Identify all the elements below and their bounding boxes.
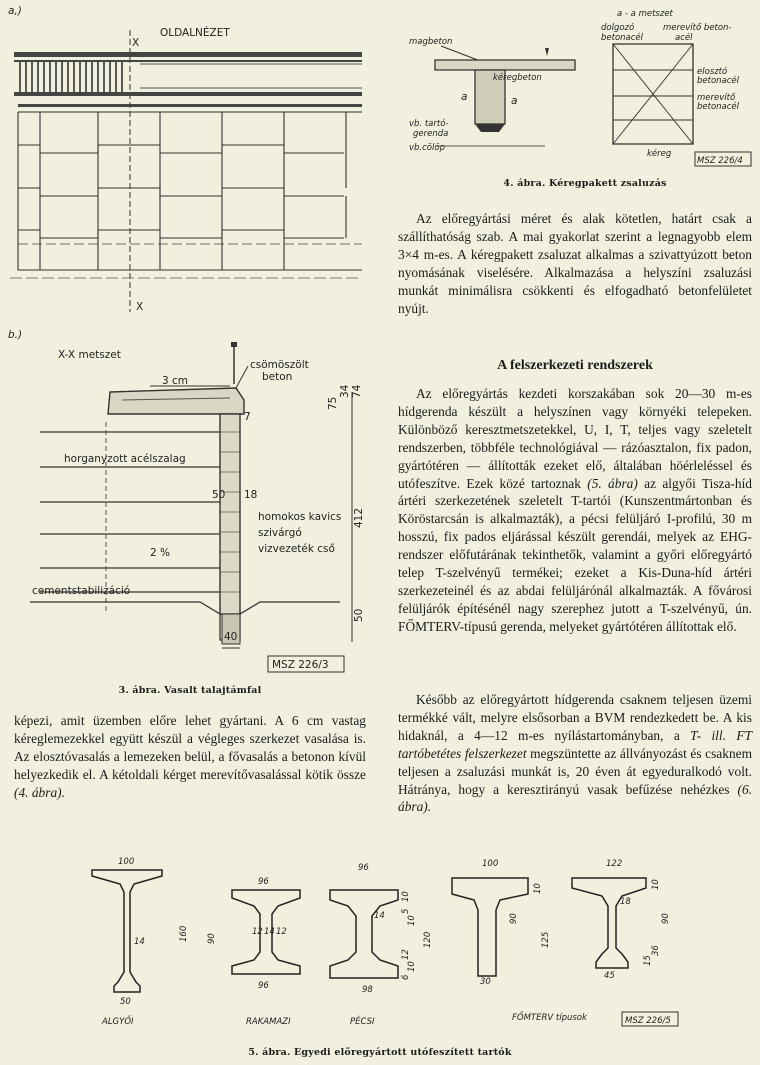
para3-emphasis: T- ill. FT tartóbetétes felszerkezet xyxy=(398,727,752,761)
fomterv1-d1: 10 xyxy=(533,883,543,894)
label-cementstab: cementstabilizáció xyxy=(32,585,131,597)
rakamazi-w1: 12 xyxy=(252,927,263,937)
para3-ref: (6. ábra). xyxy=(398,781,752,815)
label-vizvezetek: vizvezeték cső xyxy=(258,543,335,555)
label-horganyzott: horganyzott acélszalag xyxy=(64,453,186,465)
rakamazi-top: 96 xyxy=(258,877,269,887)
paragraph-3 xyxy=(398,691,752,816)
pecsi-d2: 5 xyxy=(401,908,411,914)
dim-34: 34 xyxy=(339,384,351,398)
fomterv1-height2: 125 xyxy=(541,931,551,948)
rakamazi-bottom: 96 xyxy=(258,981,269,991)
fomterv2-web: 18 xyxy=(620,897,631,907)
dim-75: 75 xyxy=(327,396,339,410)
label-eloszto: elosztó xyxy=(697,67,728,77)
section-mark-bottom: X xyxy=(136,301,144,313)
dim-3cm: 3 cm xyxy=(162,375,189,387)
fomterv1-top: 100 xyxy=(482,859,499,869)
section-mark-top: X xyxy=(132,37,140,49)
fomterv2-d: 10 xyxy=(651,879,661,890)
msz-226-4: MSZ 226/4 xyxy=(697,156,743,166)
label-a-left: a xyxy=(461,91,468,103)
dim-50: 50 xyxy=(212,489,226,501)
dim-50b: 50 xyxy=(353,608,365,622)
pecsi-d5: 10 xyxy=(407,961,417,972)
pecsi-height: 120 xyxy=(423,931,433,948)
panel-label-a: a,) xyxy=(8,5,22,17)
section-heading: A felszerkezeti rendszerek xyxy=(497,358,653,373)
label-vbcolop: vb.cölöp xyxy=(409,143,445,153)
figure-3a xyxy=(0,0,375,320)
pecsi-d4: 12 xyxy=(401,949,411,960)
label-merevito: merevítő beton- xyxy=(663,23,732,33)
label-fomterv: FŐMTERV típusok xyxy=(512,1013,587,1023)
left-para-text: képezi, amit üzemben előre lehet gyártani. A 6 cm vastag kéreglemezekkel együtt készül a végleges szerkezet vasalása is. Az elosztóvasalás a lemezeken belül, a fővasalás a betonon kívül helyezkedik el. A kétoldali kérget merevítővasalással kötik össze xyxy=(14,713,366,782)
fomterv2-top: 122 xyxy=(606,859,623,869)
label-magbeton: magbeton xyxy=(409,37,453,47)
slope-label: 2 % xyxy=(150,547,170,559)
fomterv1-height: 90 xyxy=(509,913,519,924)
dim-7: 7 xyxy=(244,411,251,423)
fomterv2-bottom: 45 xyxy=(604,971,615,981)
label-keregbeton: kéregbeton xyxy=(493,73,542,83)
aa-section-title: a - a metszet xyxy=(617,9,673,19)
label-merevito2: merevítő xyxy=(697,93,736,103)
rakamazi-w2: 14 xyxy=(264,927,275,937)
xx-section-title: X-X metszet xyxy=(58,349,121,361)
rakamazi-height: 90 xyxy=(207,933,217,944)
figure-3a-drawing xyxy=(0,0,375,320)
algyoi-top: 100 xyxy=(118,857,135,867)
label-homokos: homokos kavics xyxy=(258,511,342,523)
figure-4-caption: 4. ábra. Kéregpakett zsaluzás xyxy=(503,178,667,189)
label-szivargo: szivárgó xyxy=(258,527,302,539)
figure-3b xyxy=(0,322,375,682)
para3-text-a: Később az előregyártott hídgerenda csaknem teljesen üzemi termékké vált, melyre elsősorban a BVM rendezkedett be. A kis hidaknál, a 4—12 m-es nyílástartományban, a xyxy=(398,692,752,743)
dim-74: 74 xyxy=(351,384,363,398)
figure-4-drawing xyxy=(395,0,760,175)
figure-4 xyxy=(395,0,760,175)
figure-3-caption: 3. ábra. Vasalt talajtámfal xyxy=(118,685,262,696)
figure-5-drawing xyxy=(0,848,760,1043)
algyoi-height: 160 xyxy=(179,925,189,942)
para3-text-b: megszüntette az állványozást és csaknem teljesen a zsaluzási munkát is, 20 éven át egyeduralkodó volt. Hátránya, hogy a keresztirányú vasak befűzése nehézkes xyxy=(398,745,752,797)
pecsi-d6: 6 xyxy=(401,974,411,980)
label-vbtarto: vb. tartó- xyxy=(409,119,449,129)
figure-3b-drawing xyxy=(0,322,375,682)
dim-412: 412 xyxy=(353,507,365,528)
algyoi-web: 14 xyxy=(134,937,145,947)
msz-226-5: MSZ 226/5 xyxy=(625,1016,671,1026)
figure-5-caption: 5. ábra. Egyedi előregyártott utófeszített tartók xyxy=(248,1047,512,1058)
paragraph-1: Az előregyártási méret és alak kötetlen, határt csak a szállíthatóság szab. A mai gyakorlat szerint a legnagyobb elem 3×4 m-es. A kéregpakett zsaluzat alkalmas a szivattyúzott beton nyomásának viselésére. Alkalmazása a helyszíni zsaluzási munkát minimálisra csökkenti és elfogadható betonfelületet nyújt. xyxy=(398,211,752,316)
label-betonacel3: betonacél xyxy=(697,102,740,112)
dim-40: 40 xyxy=(224,631,238,643)
label-aceli: acél xyxy=(675,33,693,43)
rakamazi-w3: 12 xyxy=(276,927,287,937)
label-rakamazi: RAKAMAZI xyxy=(246,1017,291,1027)
para2-ref: (5. ábra) xyxy=(587,475,638,491)
fomterv1-bottom: 30 xyxy=(480,977,491,987)
label-dolgozo: dolgozó xyxy=(601,23,635,33)
para2-text-b: az algyői Tisza-híd ártéri szerkezetének szeletelt T-tartói (Kunszentmártonban és Köröstarcsán is alkalmazták), a pécsi felüljáró I-profilú, 30 m hosszú, fix pados eljárással készült gerendái, melyek az EHG-rendszer előfutárának tekinthetők, valamint a győri előregyártó telep T-szelvényű termékei; ezeket a Kis-Duna-híd ártéri szerkezeteinél és az abdai felüljárónál alkalmazták. A fővárosi felüljárók építésénél nagy szerephez jutott a T-szelvényű, ún. FŐMTERV-típusú gerenda, melyeket gyártótéren állítottak elő. xyxy=(398,475,753,634)
pecsi-bottom: 98 xyxy=(362,985,373,995)
label-pecsi: PÉCSI xyxy=(350,1017,375,1027)
label-csomoszolt: csömöszölt xyxy=(250,359,309,371)
algyoi-bottom: 50 xyxy=(120,997,131,1007)
fomterv2-height: 90 xyxy=(661,913,671,924)
figure-5 xyxy=(0,848,760,1043)
left-para-ref: (4. ábra). xyxy=(14,784,65,800)
label-algyoi: ALGYŐI xyxy=(102,1017,134,1027)
oldalnezet-label: OLDALNÉZET xyxy=(160,27,230,39)
fomterv2-d3: 15 xyxy=(643,955,653,966)
label-betonacel: betonacél xyxy=(601,33,644,43)
label-beton: beton xyxy=(262,371,293,383)
label-betonacel2: betonacél xyxy=(697,76,740,86)
label-a-right: a xyxy=(511,95,518,107)
pecsi-top: 96 xyxy=(358,863,369,873)
label-gerenda: gerenda xyxy=(413,129,449,139)
pecsi-d1: 10 xyxy=(401,891,411,902)
panel-label-b: b.) xyxy=(8,329,23,341)
label-kereg: kéreg xyxy=(647,149,672,159)
left-paragraph xyxy=(14,712,366,802)
pecsi-web: 14 xyxy=(374,911,385,921)
fomterv2-d2: 36 xyxy=(651,945,661,956)
para2-text-a: Az előregyártás kezdeti korszakában sok 20—30 m-es hídgerenda készült a helyszínen vagy környéki telepeken. Különböző keresztmetszetekkel, U, I, T, teljes vagy szeletelt rendszerben, többféle technológiával — rázóasztalon, fix padon, gyártótéren — állították ezeket elő, általában höérleléssel és utófeszítve. Ezek közé tartoznak xyxy=(398,386,752,491)
dim-18: 18 xyxy=(244,489,258,501)
msz-226-3: MSZ 226/3 xyxy=(272,659,329,671)
pecsi-d3: 10 xyxy=(407,915,417,926)
paragraph-2 xyxy=(398,385,752,636)
